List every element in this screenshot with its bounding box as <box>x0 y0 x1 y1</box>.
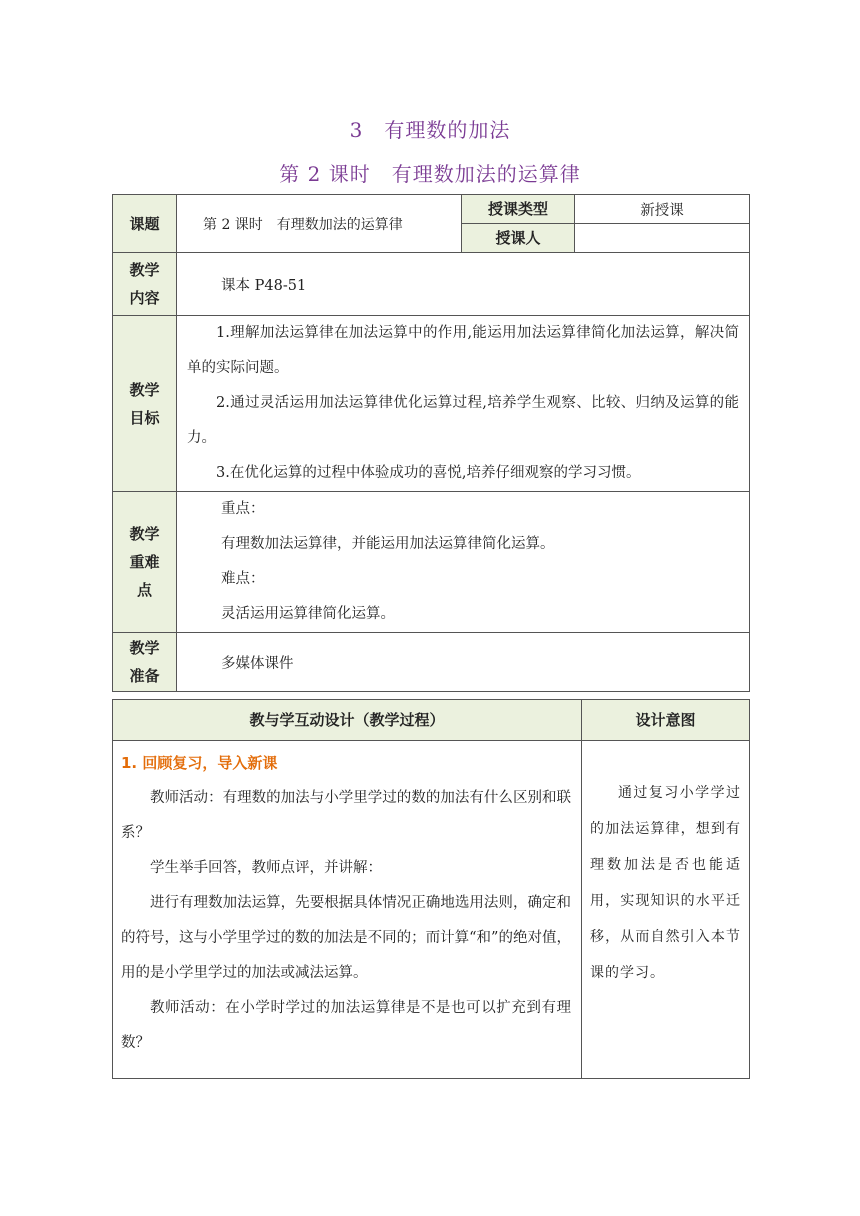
process-content <box>113 741 582 1079</box>
lesson-type-value: 新授课 <box>575 195 750 224</box>
key-heading: 难点： <box>221 571 265 587</box>
lesson-subtitle: 第 2 课时 有理数加法的运算律 <box>279 162 581 186</box>
keys-list <box>177 492 750 633</box>
goal-item: 3.在优化运算的过程中体验成功的喜悦,培养仔细观察的学习习惯。 <box>216 465 641 481</box>
keys-label: 教学重难点 <box>113 492 177 633</box>
lesson-title: 3 有理数的加法 <box>349 118 511 142</box>
key-heading: 重点： <box>221 501 265 517</box>
process-paragraph: 教师活动：有理数的加法与小学里学过的数的加法有什么区别和联系？ <box>121 790 571 841</box>
content-value: 课本 P48-51 <box>177 253 750 316</box>
goal-item: 1.理解加法运算律在加法运算中的作用,能运用加法运算律简化加法运算，解决简单的实际问题。 <box>187 325 739 376</box>
process-paragraph: 教师活动：在小学时学过的加法运算律是不是也可以扩充到有理数？ <box>121 1000 571 1051</box>
process-header: 教与学互动设计（教学过程） <box>113 700 582 741</box>
goals-label: 教学目标 <box>113 316 177 492</box>
key-item: 灵活运用运算律简化运算。 <box>221 606 395 622</box>
goals-list <box>177 316 750 492</box>
section-title: 1. 回顾复习，导入新课 <box>121 754 278 772</box>
lesson-type-label: 授课类型 <box>462 195 575 224</box>
topic-label: 课题 <box>113 195 177 253</box>
process-table <box>112 699 750 1079</box>
prep-value: 多媒体课件 <box>177 633 750 692</box>
process-paragraph: 进行有理数加法运算，先要根据具体情况正确地选用法则，确定和的符号，这与小学里学过的数的加法是不同的；而计算“和”的绝对值，用的是小学里学过的加法或减法运算。 <box>121 895 571 981</box>
lesson-info-table <box>112 194 750 692</box>
topic-value: 第 2 课时 有理数加法的运算律 <box>177 195 462 253</box>
key-item: 有理数加法运算律，并能运用加法运算律简化运算。 <box>221 536 555 552</box>
content-label: 教学内容 <box>113 253 177 316</box>
teacher-label: 授课人 <box>462 224 575 253</box>
design-intent: 通过复习小学学过的加法运算律，想到有理数加法是否也能适用，实现知识的水平迁移，从而自然引入本节课的学习。 <box>582 741 750 1079</box>
teacher-value <box>575 224 750 253</box>
goal-item: 2.通过灵活运用加法运算律优化运算过程,培养学生观察、比较、归纳及运算的能力。 <box>187 395 739 446</box>
process-paragraph: 学生举手回答，教师点评，并讲解： <box>150 860 382 876</box>
intent-header: 设计意图 <box>582 700 750 741</box>
prep-label: 教学准备 <box>113 633 177 692</box>
